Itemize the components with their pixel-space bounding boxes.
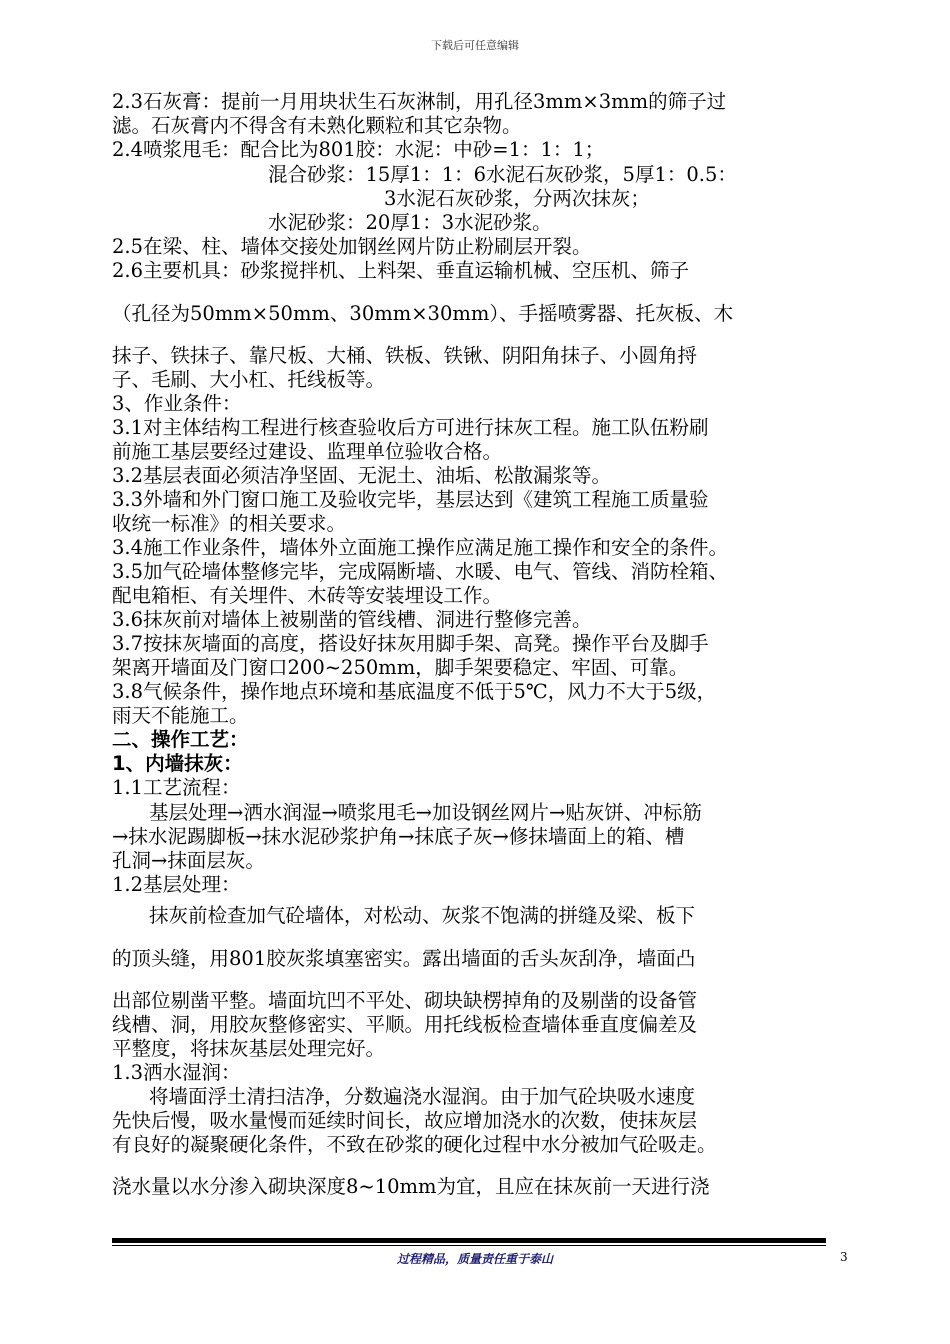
footer-divider-thin (112, 1245, 826, 1246)
text-line: 收统一标准》的相关要求。 (112, 512, 347, 535)
text-line: 2.4喷浆甩毛：配合比为801胶：水泥：中砂=1：1：1； (112, 138, 605, 161)
section-heading: 二、操作工艺： (112, 728, 249, 751)
page-header: 下载后可任意编辑 (431, 39, 519, 52)
text-line: 先快后慢，吸水量慢而延续时间长，故应增加浇水的次数，使抹灰层 (112, 1109, 698, 1132)
footer-divider (112, 1238, 826, 1243)
text-line: 1.2基层处理： (112, 873, 241, 896)
text-line: 前施工基层要经过建设、监理单位验收合格。 (112, 440, 503, 463)
text-line: 浇水量以水分渗入砌块深度8~10mm为宜，且应在抹灰前一天进行浇 (112, 1175, 710, 1198)
text-line: 1.3洒水湿润： (112, 1061, 241, 1084)
text-line: 3.3外墙和外门窗口施工及验收完毕，基层达到《建筑工程施工质量验 (112, 488, 709, 511)
text-line: 水泥砂浆：20厚1：3水泥砂浆。 (268, 211, 552, 234)
text-line: 混合砂浆：15厚1：1：6水泥石灰砂浆，5厚1：0.5： (268, 163, 737, 186)
text-line: 3.1对主体结构工程进行核查验收后方可进行抹灰工程。施工队伍粉刷 (112, 416, 709, 439)
text-line: 基层处理→洒水润湿→喷浆甩毛→加设钢丝网片→贴灰饼、冲标筋 (149, 801, 702, 824)
footer-motto: 过程精品，质量责任重于泰山 (396, 1252, 553, 1266)
text-line: 3、作业条件： (112, 392, 242, 415)
text-line: 的顶头缝，用801胶灰浆填塞密实。露出墙面的舌头灰刮净，墙面凸 (112, 947, 696, 970)
text-line: 3.7按抹灰墙面的高度，搭设好抹灰用脚手架、高凳。操作平台及脚手 (112, 632, 709, 655)
text-line: 有良好的凝聚硬化条件，不致在砂浆的硬化过程中水分被加气砼吸走。 (112, 1133, 717, 1156)
text-line: →抹水泥踢脚板→抹水泥砂浆护角→抹底子灰→修抹墙面上的箱、槽 (112, 825, 685, 848)
text-line: 1.1工艺流程： (112, 776, 241, 799)
text-line: 雨天不能施工。 (112, 704, 249, 727)
text-line: 3.2基层表面必须洁净坚固、无泥土、油垢、松散漏浆等。 (112, 464, 612, 487)
page-number: 3 (840, 1250, 848, 1264)
text-line: 抹灰前检查加气砼墙体，对松动、灰浆不饱满的拼缝及梁、板下 (149, 904, 696, 927)
text-line: 平整度，将抹灰基层处理完好。 (112, 1037, 386, 1060)
text-line: 抹子、铁抹子、靠尺板、大桶、铁板、铁锹、阴阳角抹子、小圆角捋 (112, 344, 698, 367)
text-line: 3.4施工作业条件，墙体外立面施工操作应满足施工操作和安全的条件。 (112, 536, 729, 559)
text-line: 2.3石灰膏：提前一月用块状生石灰淋制，用孔径3mm×3mm的筛子过 (112, 90, 727, 113)
text-line: 3水泥石灰砂浆，分两次抹灰； (384, 187, 650, 210)
text-line: 子、毛刷、大小杠、托线板等。 (112, 368, 386, 391)
text-line: 出部位剔凿平整。墙面坑凹不平处、砌块缺楞掉角的及剔凿的设备管 (112, 989, 698, 1012)
text-line: 将墙面浮土清扫洁净，分数遍浇水湿润。由于加气砼块吸水速度 (149, 1085, 696, 1108)
text-line: 滤。石灰膏内不得含有未熟化颗粒和其它杂物。 (112, 114, 522, 137)
text-line: 3.8气候条件，操作地点环境和基底温度不低于5℃，风力不大于5级， (112, 680, 717, 703)
text-line: 线槽、洞，用胶灰整修密实、平顺。用托线板检查墙体垂直度偏差及 (112, 1013, 698, 1036)
text-line: 3.6抹灰前对墙体上被剔凿的管线槽、洞进行整修完善。 (112, 608, 592, 631)
text-line: 2.5在梁、柱、墙体交接处加钢丝网片防止粉刷层开裂。 (112, 235, 592, 258)
text-line: 3.5加气砼墙体整修完毕，完成隔断墙、水暖、电气、管线、消防栓箱、 (112, 560, 729, 583)
text-line: （孔径为50mm×50mm、30mm×30mm）、手摇喷雾器、托灰板、木 (112, 302, 734, 325)
section-heading: 1、内墙抹灰： (112, 752, 243, 775)
text-line: 配电箱柜、有关埋件、木砖等安装埋设工作。 (112, 584, 503, 607)
text-line: 2.6主要机具：砂浆搅拌机、上料架、垂直运输机械、空压机、筛子 (112, 259, 690, 282)
text-line: 架离开墙面及门窗口200~250mm，脚手架要稳定、牢固、可靠。 (112, 656, 689, 679)
text-line: 孔洞→抹面层灰。 (112, 849, 265, 872)
